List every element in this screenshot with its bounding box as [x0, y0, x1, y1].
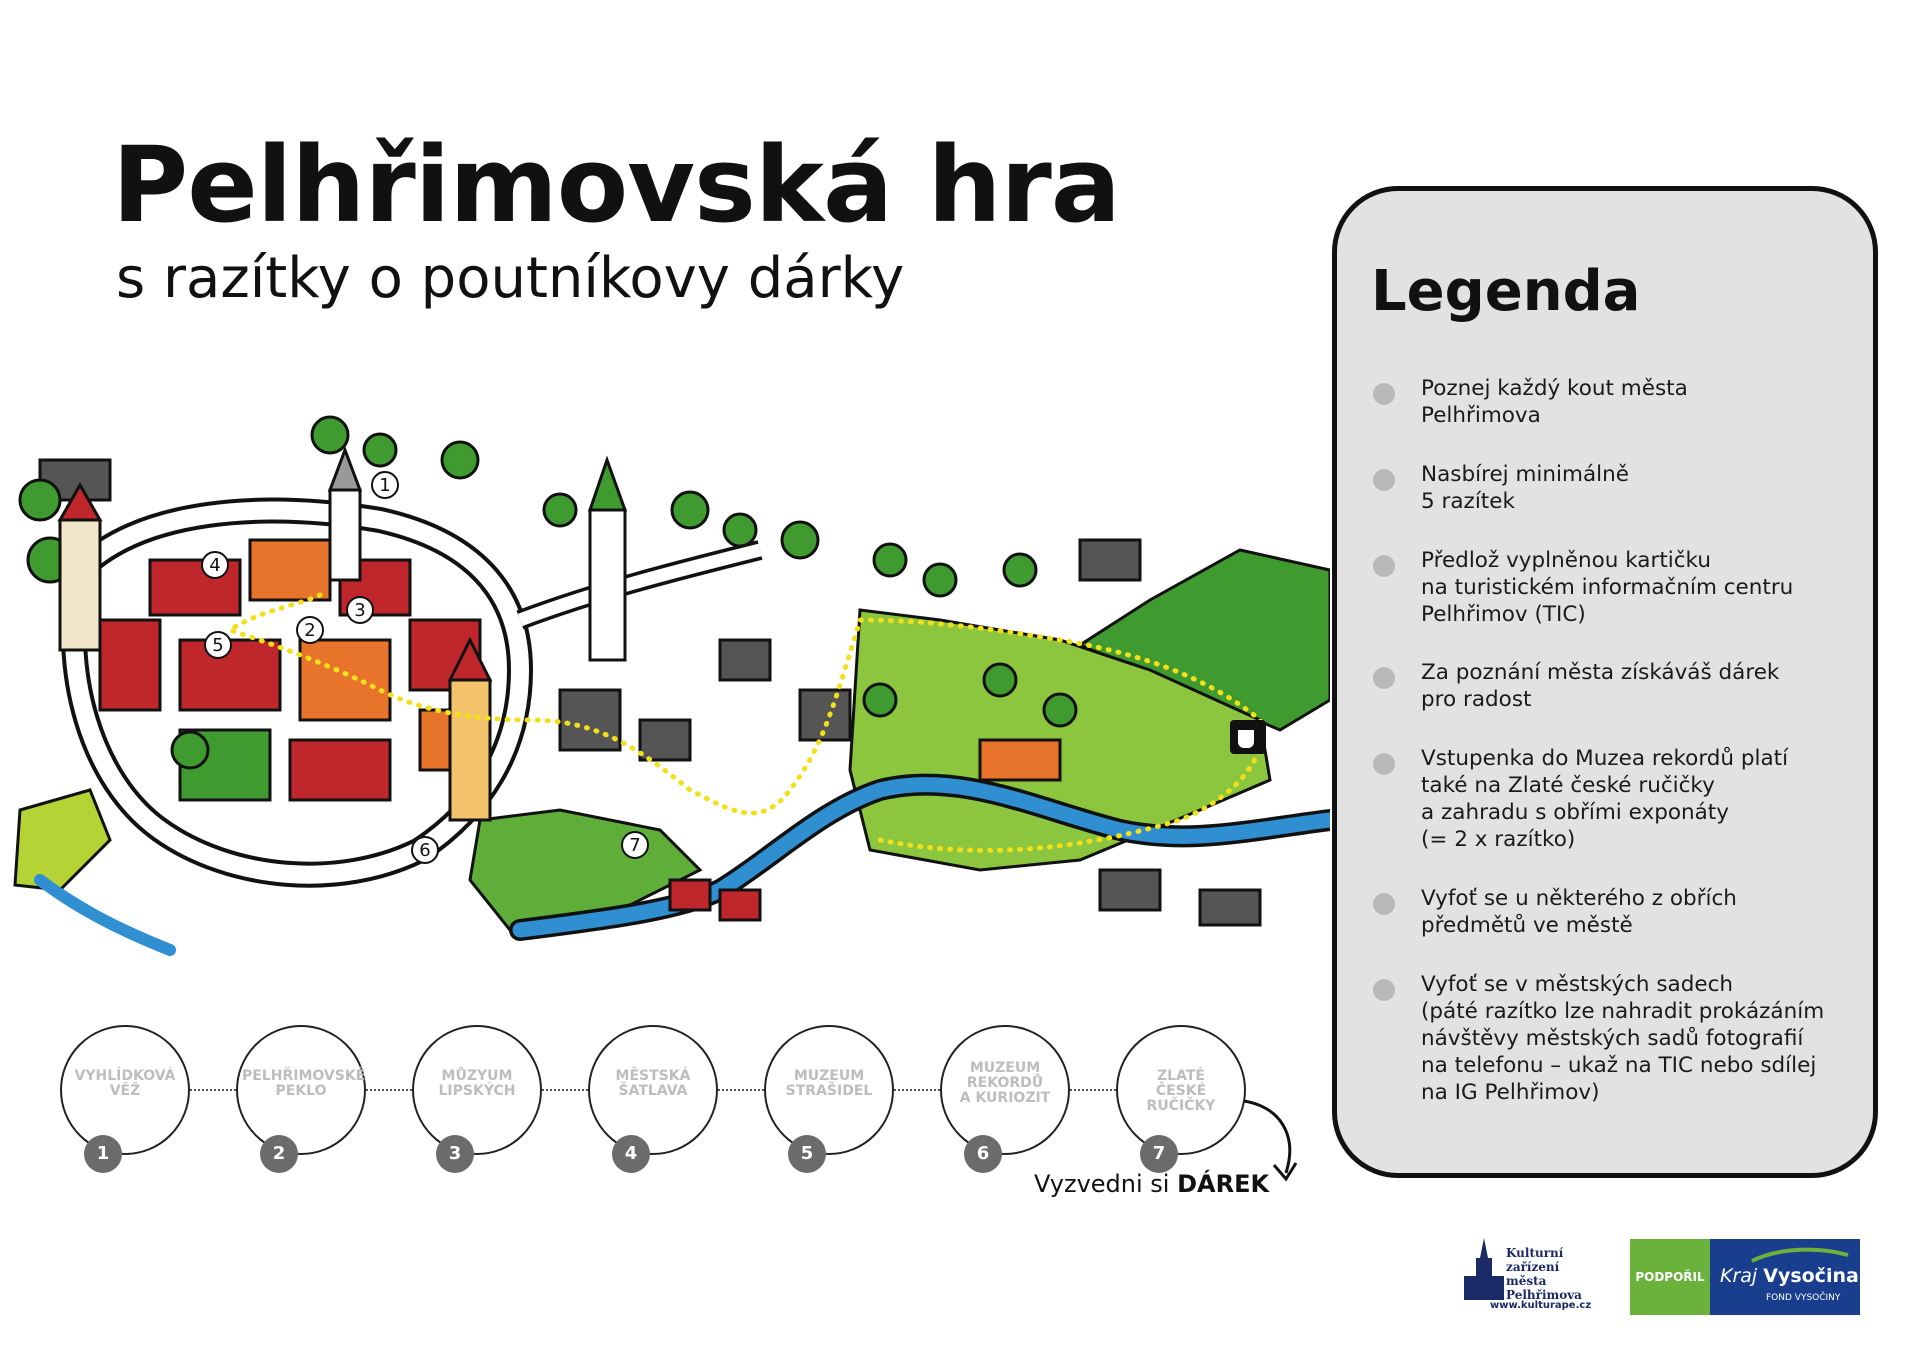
map-marker-6: 6 [419, 840, 431, 861]
station-label: PELHŘIMOVSKÉ PEKLO [242, 1068, 366, 1099]
station-stamp [412, 1025, 542, 1164]
kv-support-label: PODPOŘIL [1630, 1239, 1710, 1315]
station-stamp [1116, 1025, 1246, 1164]
kv-fond: FOND VYSOČINY [1766, 1293, 1841, 1303]
map-marker-5: 5 [212, 635, 224, 656]
station-stamp [764, 1025, 894, 1164]
castle-icon [1462, 1236, 1506, 1306]
kz-web: www.kulturape.cz [1490, 1300, 1592, 1311]
legend-item-text: Předlož vyplněnou kartičku na turistickém informačním centru Pelhřimov (TIC) [1421, 548, 1794, 627]
station-label: ZLATÉ ČESKÉ RUČIČKY [1146, 1068, 1216, 1114]
bullet-icon [1373, 667, 1395, 689]
legend-item-text: Nasbírej minimálně 5 razítek [1421, 462, 1629, 514]
station-label: MĚSTSKÁ ŠATLAVA [615, 1068, 691, 1099]
station-number: 6 [964, 1135, 1002, 1173]
dotted-connector [718, 1089, 764, 1091]
kraj-vysocina-logo [1630, 1239, 1860, 1315]
bullet-icon [1373, 753, 1395, 775]
station-stamp [940, 1025, 1070, 1164]
station-number: 2 [260, 1135, 298, 1173]
kz-name: Kulturní zařízení města Pelhřimova [1506, 1246, 1582, 1302]
map-marker-2: 2 [304, 620, 316, 641]
station-stamp [60, 1025, 190, 1164]
bullet-icon [1373, 979, 1395, 1001]
station-label: MŮZYUM LIPSKÝCH [438, 1068, 516, 1099]
legend-item-text: Poznej každý kout města Pelhřimova [1421, 376, 1688, 428]
road-east-fill [520, 550, 760, 620]
legend-item-text: Vyfoť se u některého z obřích předmětů ve městě [1421, 886, 1737, 938]
river-left [40, 880, 170, 950]
station-number: 7 [1140, 1135, 1178, 1173]
cta-emphasis: DÁREK [1177, 1170, 1270, 1198]
legend-panel [1332, 186, 1878, 1178]
kv-name [1720, 1265, 1859, 1287]
dotted-connector [190, 1089, 236, 1091]
legend-item-text: Za poznání města získáváš dárek pro radost [1421, 660, 1780, 712]
station-label: MUZEUM REKORDŮ A KURIOZIT [959, 1060, 1051, 1106]
dotted-connector [366, 1089, 412, 1091]
bullet-icon [1373, 469, 1395, 491]
kv-kraj: Kraj [1720, 1265, 1764, 1287]
station-stamp [236, 1025, 366, 1164]
station-number: 3 [436, 1135, 474, 1173]
station-number: 4 [612, 1135, 650, 1173]
dotted-connector [894, 1089, 940, 1091]
page-subtitle: s razítky o poutníkovy dárky [116, 246, 905, 311]
cta-prefix: Vyzvedni si [1034, 1170, 1178, 1198]
legend-item-text: Vyfoť se v městských sadech (páté razítko lze nahradit prokázáním návštěvy městských sadů fotografií na telefonu – ukaž na TIC nebo sdílej na IG Pelhřimov) [1421, 972, 1825, 1105]
station-label: VYHLÍDKOVÁ VĚŽ [74, 1068, 176, 1099]
legend-title: Legenda [1371, 259, 1641, 324]
dotted-connector [542, 1089, 588, 1091]
bullet-icon [1373, 893, 1395, 915]
kv-vysocina: Vysočina [1763, 1265, 1859, 1287]
station-stamp [588, 1025, 718, 1164]
station-label: MUZEUM STRAŠIDEL [785, 1068, 873, 1099]
swoosh-icon [1750, 1245, 1850, 1265]
town-map [0, 390, 1330, 960]
collect-gift-text [1034, 1170, 1269, 1198]
park-area-left [15, 790, 110, 890]
legend-item-text: Vstupenka do Muzea rekordů platí také na Zlaté české ručičky a zahradu s obřími exponáty (= 2 x razítko) [1421, 746, 1789, 852]
map-marker-4: 4 [209, 555, 221, 576]
kv-brand [1710, 1239, 1860, 1315]
bullet-icon [1373, 383, 1395, 405]
dotted-connector [1070, 1089, 1116, 1091]
kulturni-zarizeni-logo [1462, 1236, 1612, 1318]
bullet-icon [1373, 555, 1395, 577]
station-number: 5 [788, 1135, 826, 1173]
map-marker-7: 7 [629, 835, 641, 856]
map-marker-3: 3 [354, 600, 366, 621]
station-number: 1 [84, 1135, 122, 1173]
map-marker-1: 1 [379, 475, 391, 496]
page-title: Pelhřimovská hra [112, 124, 1120, 246]
